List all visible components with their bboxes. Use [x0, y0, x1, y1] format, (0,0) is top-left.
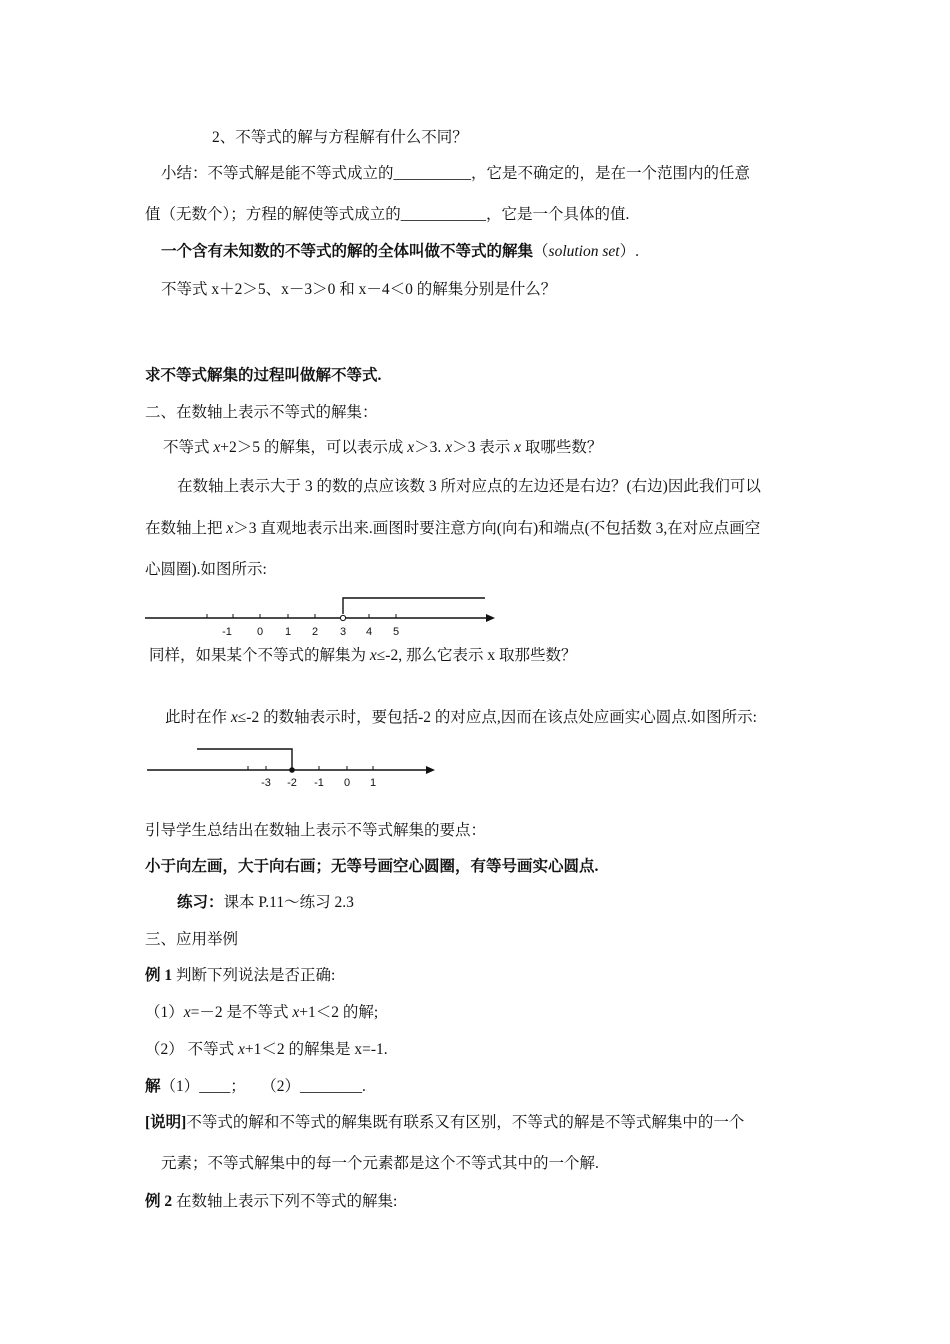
- paragraph-6: [165, 708, 757, 728]
- guide-text: 引导学生总结出在数轴上表示不等式解集的要点：: [145, 822, 487, 839]
- paragraph-3: [145, 519, 760, 539]
- example-1: [145, 966, 335, 986]
- text: =－2 是不等式: [190, 1004, 293, 1021]
- text: +1＜2 的解集是 x=-1.: [244, 1041, 388, 1058]
- text: ≤-2, 那么它表示 x 取那些数？: [376, 647, 577, 664]
- tick-label: -2: [287, 777, 297, 789]
- solution-ray: [343, 598, 485, 614]
- summary-text: 值（无数个）；方程的解使等式成立的: [145, 206, 401, 223]
- text: 此时在作: [165, 709, 231, 726]
- example-2: [145, 1192, 397, 1212]
- tick-label: -1: [314, 777, 324, 789]
- note-label: [说明]: [145, 1114, 187, 1131]
- var: x: [514, 439, 521, 456]
- arrow-head: [486, 614, 495, 622]
- var: x: [445, 439, 453, 456]
- var: x: [213, 439, 221, 456]
- paren: ）.: [619, 243, 639, 260]
- solution-ray: [197, 749, 292, 770]
- term: solution set: [548, 243, 620, 260]
- tick-label: 1: [369, 777, 377, 789]
- answer-text: （1）____； （2）________.: [160, 1078, 366, 1095]
- example-label: 例 1: [145, 967, 173, 984]
- text: （2） 不等式: [145, 1041, 239, 1058]
- paragraph-2: 在数轴上表示大于 3 的数的点应该数 3 所对应点的左边还是右边？(右边)因此我们可以: [177, 478, 761, 495]
- tick-label: -1: [222, 626, 232, 638]
- text: 取哪些数？: [520, 439, 603, 456]
- answer-label: 解: [145, 1078, 161, 1095]
- section-3-heading: 三、应用举例: [145, 931, 239, 948]
- practice: [177, 893, 354, 913]
- text: （1）: [145, 1004, 184, 1021]
- definition-bold: 一个含有未知数的不等式的解的全体叫做不等式的解集: [161, 243, 534, 260]
- var: x: [369, 647, 377, 664]
- tick-label: 0: [256, 626, 264, 638]
- paragraph-1: [163, 438, 602, 458]
- example-text: 判断下列说法是否正确:: [172, 967, 336, 984]
- summary-text: ，它是一个具体的值.: [486, 206, 630, 223]
- var: x: [226, 520, 234, 537]
- summary-line-2: [145, 205, 629, 225]
- note-text: 不等式的解和不等式的解集既有联系又有区别，不等式的解是不等式解集中的一个: [186, 1114, 745, 1131]
- text: +2＞5 的解集，可以表示成: [220, 439, 408, 456]
- text: ≤-2 的数轴表示时，要包括-2 的对应点,因而在该点处应画实心圆点.如图所示:: [237, 709, 757, 726]
- open-endpoint: [340, 615, 345, 620]
- tick-label: 5: [392, 626, 400, 638]
- arrow-head: [426, 766, 435, 774]
- example-text: 在数轴上表示下列不等式的解集:: [172, 1193, 398, 1210]
- paragraph-4: 心圆圈).如图所示:: [145, 561, 267, 578]
- text: ＞3.: [414, 439, 446, 456]
- paren: （: [533, 243, 549, 260]
- note-line-1: [145, 1113, 744, 1133]
- question-2: 2、不等式的解与方程解有什么不同？: [212, 129, 468, 146]
- tick-label: 3: [339, 626, 347, 638]
- note-line-2: 元素；不等式解集中的每一个元素都是这个不等式其中的一个解.: [161, 1155, 599, 1172]
- var: x: [238, 1041, 245, 1058]
- tick-label: 1: [284, 626, 292, 638]
- solving-definition: 求不等式解集的过程叫做解不等式.: [145, 367, 382, 384]
- answer-line: [145, 1077, 366, 1097]
- paragraph-5: [149, 646, 576, 666]
- example-1-item-1: [145, 1003, 378, 1023]
- blank: ___________: [400, 206, 487, 223]
- summary-line-1: [161, 164, 750, 184]
- section-2-heading: 二、在数轴上表示不等式的解集：: [145, 404, 378, 421]
- example-1-item-2: [145, 1040, 388, 1060]
- text: ＞3 表示: [452, 439, 515, 456]
- text: +1＜2 的解;: [299, 1004, 379, 1021]
- summary-text: ，它是不确定的，是在一个范围内的任意: [471, 165, 751, 182]
- var: x: [292, 1004, 300, 1021]
- question-solution-sets: 不等式 x＋2＞5、x－3＞0 和 x－4＜0 的解集分别是什么？: [161, 281, 557, 298]
- var: x: [407, 439, 415, 456]
- number-line-1: [145, 592, 505, 642]
- summary-text: 小结：不等式解是能不等式成立的: [161, 165, 394, 182]
- example-label: 例 2: [145, 1193, 173, 1210]
- text: ＞3 直观地表示出来.画图时要注意方向(向右)和端点(不包括数 3,在对应点画空: [233, 520, 761, 537]
- text: 同样，如果某个不等式的解集为: [149, 647, 370, 664]
- var: x: [230, 709, 238, 726]
- text: 在数轴上把: [145, 520, 227, 537]
- key-rule: 小于向左画，大于向右画；无等号画空心圆圈，有等号画实心圆点.: [145, 858, 599, 875]
- tick-label: 2: [311, 626, 319, 638]
- practice-label: 练习：: [177, 894, 224, 911]
- blank: __________: [393, 165, 472, 182]
- number-line-2: [147, 742, 447, 792]
- var: x: [183, 1004, 191, 1021]
- text: 不等式: [163, 439, 214, 456]
- tick-label: -3: [261, 777, 271, 789]
- practice-text: 课本 P.11～练习 2.3: [223, 894, 354, 911]
- tick-label: 0: [343, 777, 351, 789]
- closed-endpoint: [289, 767, 295, 773]
- tick-label: 4: [365, 626, 373, 638]
- definition: [161, 242, 639, 262]
